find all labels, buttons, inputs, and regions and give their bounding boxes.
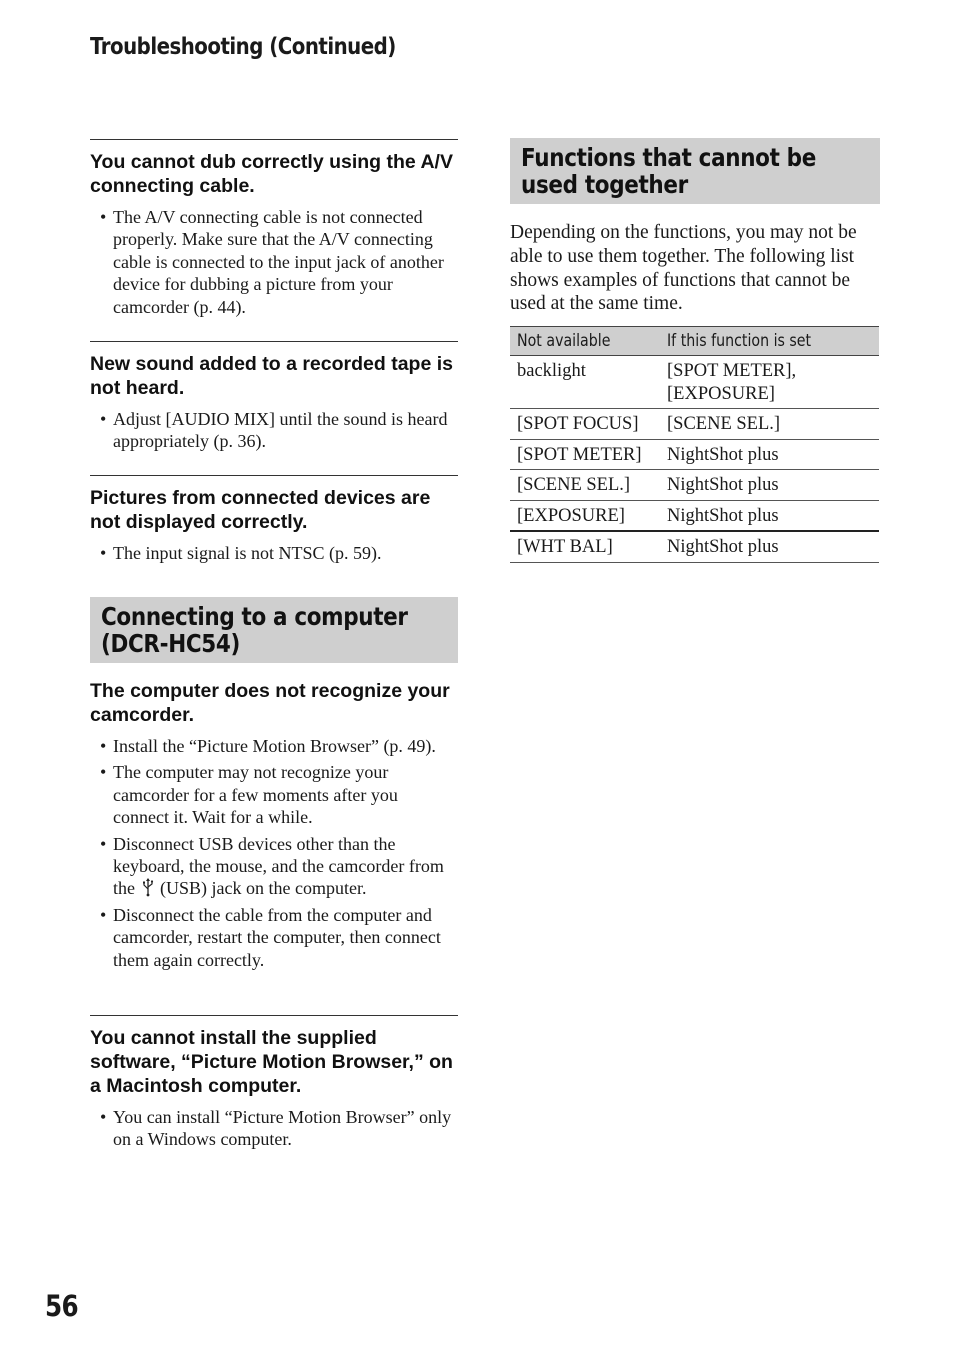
- question-heading: You cannot dub correctly using the A/V connecting cable.: [90, 151, 453, 197]
- answer-item: • The computer may not recognize your camcorder for a few moments after you connect it. Wait for a while.: [90, 761, 458, 828]
- functions-table: [510, 326, 879, 563]
- usb-text-before: Disconnect USB devices other than the keyboard, the mouse, and the camcorder from the: [113, 833, 444, 899]
- answer-item: • Adjust [AUDIO MIX] until the sound is heard appropriately (p. 36).: [90, 408, 458, 453]
- table-cell: [EXPOSURE]: [510, 500, 660, 531]
- table-cell: [WHT BAL]: [510, 531, 660, 562]
- section-title: Functions that cannot be used together: [521, 143, 816, 199]
- question-heading: You cannot install the supplied software, “Picture Motion Browser,” on a Macintosh computer.: [90, 1027, 453, 1097]
- table-cell: NightShot plus: [660, 470, 879, 501]
- trouble-block-pictures: [90, 475, 458, 586]
- section-title: Connecting to a computer (DCR-HC54): [101, 602, 408, 658]
- table-cell: NightShot plus: [660, 439, 879, 470]
- table-cell: [SPOT METER], [EXPOSURE]: [660, 356, 879, 409]
- table-cell: [SPOT METER]: [510, 439, 660, 470]
- section-header-computer: [90, 597, 458, 663]
- table-cell: [SCENE SEL.]: [510, 470, 660, 501]
- answer-item: • The A/V connecting cable is not connected properly. Make sure that the A/V connecting cable is connected to the input jack of another device for dubbing a picture from your camcorder (p. 44).: [90, 206, 458, 318]
- table-cell: NightShot plus: [660, 531, 879, 562]
- question-heading: The computer does not recognize your camcorder.: [90, 680, 450, 726]
- answer-list: [90, 1106, 458, 1151]
- section-header-functions: [510, 138, 880, 204]
- table-cell: [SCENE SEL.]: [660, 409, 879, 440]
- trouble-block-recognize: [90, 663, 458, 1015]
- table-header-row: [510, 327, 879, 356]
- table-row: [510, 470, 879, 501]
- intro-paragraph: Depending on the functions, you may not be able to use them together. The following list shows examples of functions that cannot be used at the same time.: [510, 222, 857, 315]
- question-heading: Pictures from connected devices are not displayed correctly.: [90, 487, 431, 533]
- trouble-block-macintosh: [90, 1015, 458, 1151]
- right-column: [510, 138, 880, 563]
- answer-item: • Install the “Picture Motion Browser” (p. 49).: [90, 735, 458, 757]
- table-row: [510, 439, 879, 470]
- answer-item-usb: [90, 833, 458, 900]
- usb-icon: [142, 877, 154, 897]
- usb-text-after: (USB) jack on the computer.: [160, 878, 367, 899]
- table-row: [510, 409, 879, 440]
- table-row: [510, 500, 879, 531]
- answer-item: • You can install “Picture Motion Browser” only on a Windows computer.: [90, 1106, 458, 1151]
- answer-item: • The input signal is not NTSC (p. 59).: [90, 542, 458, 564]
- left-column: [90, 139, 458, 1155]
- table-cell: [SPOT FOCUS]: [510, 409, 660, 440]
- table-cell: NightShot plus: [660, 500, 879, 531]
- answer-list: [90, 735, 458, 971]
- column-header-function-set: If this function is set: [660, 327, 879, 356]
- page-number: 56: [45, 1289, 78, 1323]
- trouble-block-dub: [90, 139, 458, 341]
- table-row: [510, 531, 879, 562]
- question-heading: New sound added to a recorded tape is not heard.: [90, 353, 453, 399]
- table-row: [510, 356, 879, 409]
- running-head: Troubleshooting (Continued): [90, 34, 396, 60]
- answer-list: [90, 206, 458, 318]
- trouble-block-sound: [90, 341, 458, 475]
- table-cell: backlight: [510, 356, 660, 409]
- answer-list: [90, 408, 458, 453]
- column-header-not-available: Not available: [510, 327, 660, 356]
- answer-list: [90, 542, 458, 564]
- answer-item: • Disconnect the cable from the computer and camcorder, restart the computer, then connect them again correctly.: [90, 904, 458, 971]
